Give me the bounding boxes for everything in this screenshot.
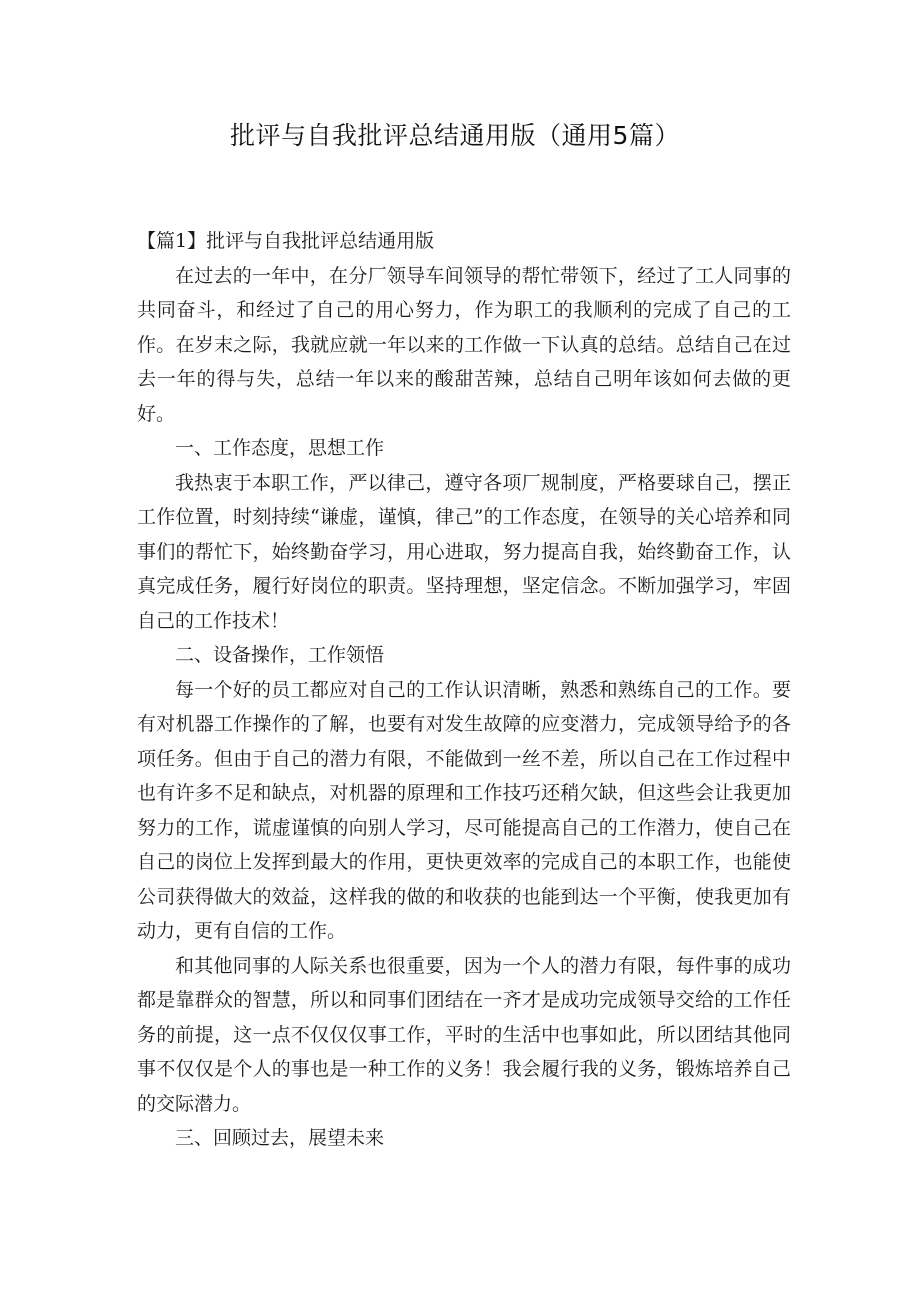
article-heading: 【篇1】批评与自我批评总结通用版 xyxy=(137,230,435,252)
section-heading-3: 三、回顾过去，展望未来 xyxy=(175,1127,385,1149)
document-body xyxy=(137,224,791,1156)
paragraph-equipment: 每一个好的员工都应对自己的工作认识清晰，熟悉和熟练自己的工作。要有对机器工作操作的了解，也要有对发生故障的应变潜力，完成领导给予的各项任务。但由于自己的潜力有限，不能做到一丝不差，所以自己在工作过程中也有许多不足和缺点，对机器的原理和工作技巧还稍欠缺，但这些会让我更加努力的工作，谎虚谨慎的向别人学习，尽可能提高自己的工作潜力，使自己在自己的岗位上发挥到最大的作用，更快更效率的完成自己的本职工作，也能使公司获得做大的效益，这样我的做的和收获的也能到达一个平衡，使我更加有动力，更有自信的工作。 xyxy=(137,678,791,942)
document-title: 批评与自我批评总结通用版（通用5篇） xyxy=(230,121,680,150)
paragraph-attitude: 我热衷于本职工作，严以律己，遵守各项厂规制度，严格要球自己，摆正工作位置，时刻持续“谦虚，谨慎，律己”的工作态度，在领导的关心培养和同事们的帮忙下，始终勤奋学习，用心进取，努力提高自我，始终勤奋工作，认真完成任务，履行好岗位的职责。坚持理想，坚定信念。不断加强学习，牢固自己的工作技术！ xyxy=(137,471,791,632)
paragraph-intro: 在过去的一年中，在分厂领导车间领导的帮忙带领下，经过了工人同事的共同奋斗，和经过了自己的用心努力，作为职工的我顺利的完成了自己的工作。在岁末之际，我就应就一年以来的工作做一下认真的总结。总结自己在过去一年的得与失，总结一年以来的酸甜苦辣，总结自己明年该如何去做的更好。 xyxy=(137,264,791,425)
section-heading-2: 二、设备操作，工作领悟 xyxy=(175,644,385,666)
paragraph-relations: 和其他同事的人际关系也很重要，因为一个人的潜力有限，每件事的成功都是靠群众的智慧，所以和同事们团结在一齐才是成功完成领导交给的工作任务的前提，这一点不仅仅仅事工作，平时的生活中也事如此，所以团结其他同事不仅仅是个人的事也是一种工作的义务！我会履行我的义务，锻炼培养自己的交际潜力。 xyxy=(137,954,791,1115)
section-heading-1: 一、工作态度，思想工作 xyxy=(175,437,385,459)
